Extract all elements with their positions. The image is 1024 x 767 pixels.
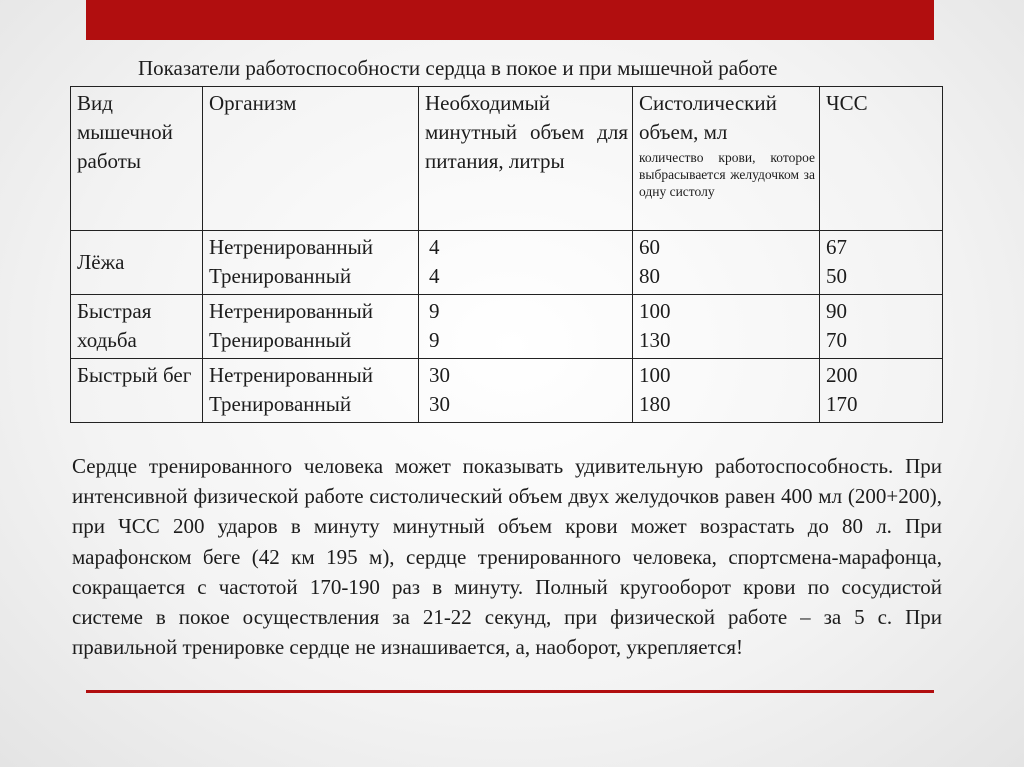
organism-trained: Тренированный (209, 328, 352, 352)
header-hr: ЧСС (820, 87, 943, 231)
header-work-type: Вид мышечной работы (71, 87, 203, 231)
value: 70 (826, 328, 847, 352)
organism-trained: Тренированный (209, 392, 352, 416)
table-row (71, 231, 943, 295)
value: 30 (429, 363, 450, 387)
value: 90 (826, 299, 847, 323)
slide-title: Показатели работоспособности сердца в покое и при мышечной работе (138, 56, 778, 80)
organism-cell (203, 231, 419, 295)
value: 130 (639, 328, 671, 352)
value: 67 (826, 235, 847, 259)
table-row (71, 359, 943, 423)
organism-cell (203, 359, 419, 423)
value: 200 (826, 363, 858, 387)
hr-cell (820, 359, 943, 423)
value: 9 (429, 328, 440, 352)
systolic-volume-cell (633, 295, 820, 359)
organism-untrained: Нетренированный (209, 363, 374, 387)
value: 100 (639, 363, 671, 387)
bottom-accent-rule (86, 690, 934, 693)
table-row (71, 295, 943, 359)
top-accent-bar (86, 0, 934, 40)
hr-cell (820, 295, 943, 359)
work-type-cell: Быстрая ходьба (71, 295, 203, 359)
organism-untrained: Нетренированный (209, 299, 374, 323)
value: 170 (826, 392, 858, 416)
header-systolic-volume-cell (633, 87, 820, 231)
value: 4 (429, 235, 440, 259)
table-header-row (71, 87, 943, 231)
hr-cell (820, 231, 943, 295)
organism-untrained: Нетренированный (209, 235, 374, 259)
value: 80 (639, 264, 660, 288)
value: 4 (429, 264, 440, 288)
value: 100 (639, 299, 671, 323)
minute-volume-cell (419, 359, 633, 423)
value: 30 (429, 392, 450, 416)
work-type-cell: Быстрый бег (71, 359, 203, 423)
value: 50 (826, 264, 847, 288)
heart-performance-table (70, 86, 943, 423)
value: 180 (639, 392, 671, 416)
work-type-cell: Лёжа (71, 231, 203, 295)
minute-volume-cell (419, 231, 633, 295)
header-minute-volume: Необходимый минутный объем для питания, литры (419, 87, 633, 231)
minute-volume-cell (419, 295, 633, 359)
organism-cell (203, 295, 419, 359)
systolic-volume-cell (633, 231, 820, 295)
body-paragraph: Сердце тренированного человека может показывать удивительную работоспособность. При интенсивной физической работе систолический объем двух желудочков равен 400 мл (200+200), при ЧСС 200 ударов в минуту минутный объем крови может возрастать до 80 л. При марафонском беге (42 км 195 м), сердце тренированного человека, спортсмена-марафонца, сокращается с частотой 170-190 раз в минуту. Полный кругооборот крови по сосудистой системе в покое осуществления за 21-22 секунд, при физической работе – за 5 с. При правильной тренировке сердце не изнашивается, а, наоборот, укрепляется! (72, 454, 942, 660)
organism-trained: Тренированный (209, 264, 352, 288)
header-systolic-volume: Систолический объем, мл (639, 91, 777, 144)
header-organism: Организм (203, 87, 419, 231)
header-systolic-note: количество крови, которое выбрасывается желудочком за одну систолу (639, 150, 815, 199)
systolic-volume-cell (633, 359, 820, 423)
value: 9 (429, 299, 440, 323)
value: 60 (639, 235, 660, 259)
